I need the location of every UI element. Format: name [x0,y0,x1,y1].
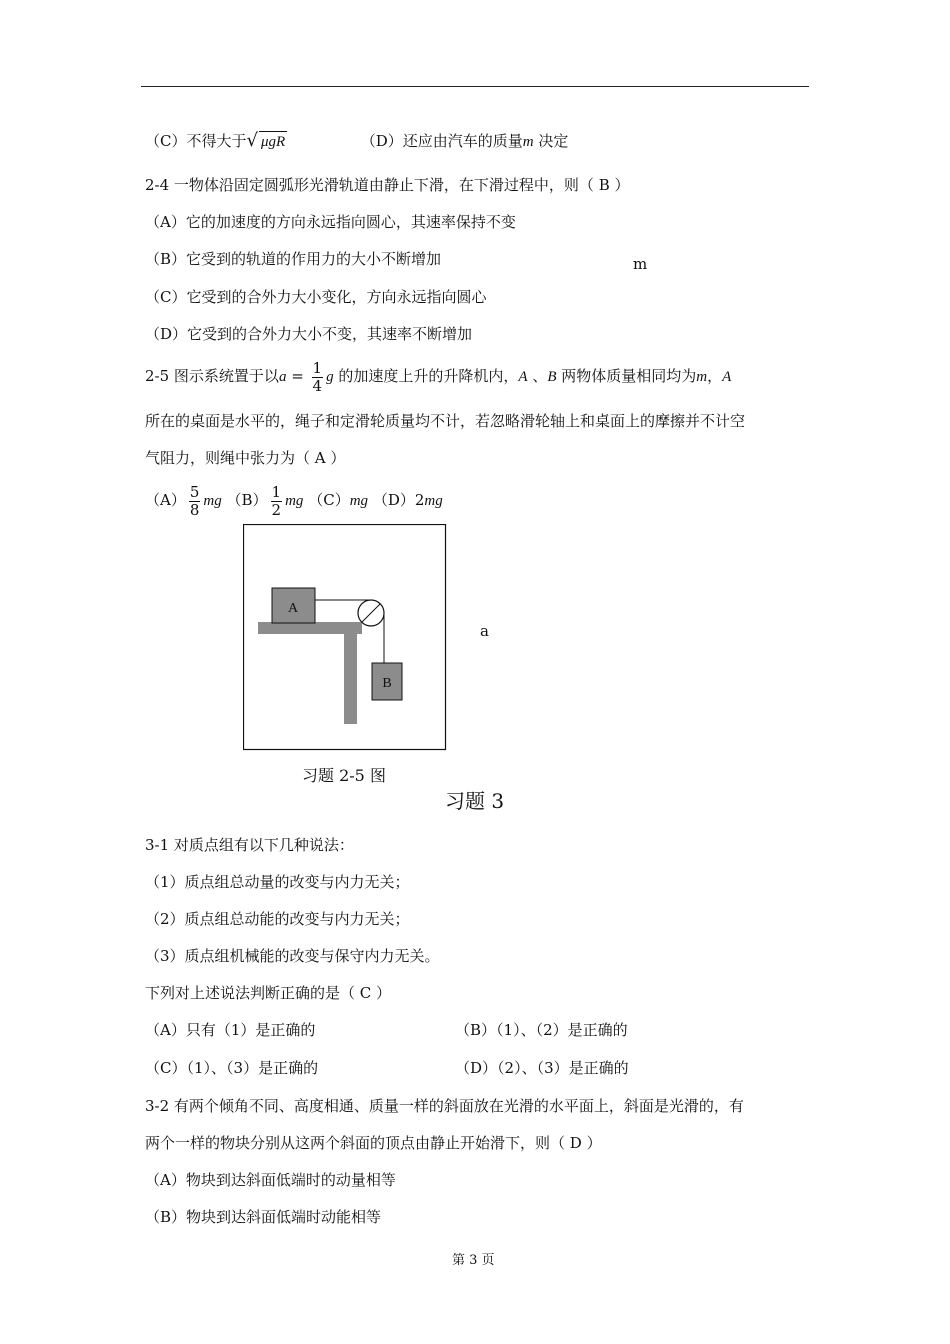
question-2-5-line1: 2-5 图示系统置于以a = $\frac{1}{4}$ g 的加速度上升的升降机内，A 、B 两物体质量相同均为m，A [145,358,732,395]
header-rule [141,86,809,87]
block-a-label: A [287,601,299,616]
sqrt-expression: μgR [259,131,287,152]
q31-option-c: （C）（1）、（3）是正确的 [145,1059,319,1077]
option-line-c-d: （C）不得大于√ μgR （D）还应由汽车的质量m 决定 [145,130,569,151]
section-title: 习题 3 [445,789,505,813]
side-label-a: a [480,622,489,640]
option-d-text: （D）还应由汽车的质量 [360,132,523,150]
q31-statement-1: （1）质点组总动量的改变与内力无关； [145,873,410,891]
table-leg [344,622,357,724]
question-2-5-line2: 所在的桌面是水平的，绳子和定滑轮质量均不计，若忽略滑轮轴上和桌面上的摩擦并不计空 [145,412,746,430]
q24-option-b: （B）它受到的轨道的作用力的大小不断增加 [145,250,442,268]
q32-option-b: （B）物块到达斜面低端时动能相等 [145,1208,382,1226]
figure-caption: 习题 2-5 图 [302,766,386,785]
question-3-2-line2: 两个一样的物块分别从这两个斜面的顶点由静止开始滑下，则（ D ） [145,1134,602,1152]
q25-options: （A） $\frac{5}{8}$ mg （B） $\frac{1}{2}$ mg （C）mg （D）2mg [145,482,443,519]
q31-statement-2: （2）质点组总动能的改变与内力无关； [145,910,410,928]
q31-ask: 下列对上述说法判断正确的是（ C ） [145,984,392,1002]
question-3-2-line1: 3-2 有两个倾角不同、高度相通、质量一样的斜面放在光滑的水平面上，斜面是光滑的，有 [145,1097,744,1115]
q24-option-a: （A）它的加速度的方向永远指向圆心，其速率保持不变 [145,213,516,231]
q31-option-d: （D）（2）、（3）是正确的 [455,1059,629,1077]
q31-option-a: （A）只有（1）是正确的 [145,1021,316,1039]
pulley-diagram [243,524,447,752]
q24-option-c: （C）它受到的合外力大小变化，方向永远指向圆心 [145,288,487,306]
fraction-one-half: $\frac{1}{2}$ [271,482,282,519]
fraction-five-eighths: $\frac{5}{8}$ [189,482,200,519]
page-number: 第 3 页 [452,1253,495,1268]
side-label-m: m [633,255,648,273]
question-3-1: 3-1 对质点组有以下几种说法： [145,836,354,854]
q24-option-d: （D）它受到的合外力大小不变，其速率不断增加 [145,325,473,343]
q32-option-a: （A）物块到达斜面低端时的动量相等 [145,1171,396,1189]
question-2-5-line3: 气阻力，则绳中张力为（ A ） [145,449,346,467]
question-2-4: 2-4 一物体沿固定圆弧形光滑轨道由静止下滑，在下滑过程中，则（ B ） [145,176,630,194]
fraction-one-quarter: $\frac{1}{4}$ [312,358,323,395]
q31-statement-3: （3）质点组机械能的改变与保守内力无关。 [145,947,440,965]
option-c-text: （C）不得大于 [145,132,247,150]
block-b-label: B [382,676,392,691]
q31-option-b: （B）（1）、（2）是正确的 [455,1021,628,1039]
